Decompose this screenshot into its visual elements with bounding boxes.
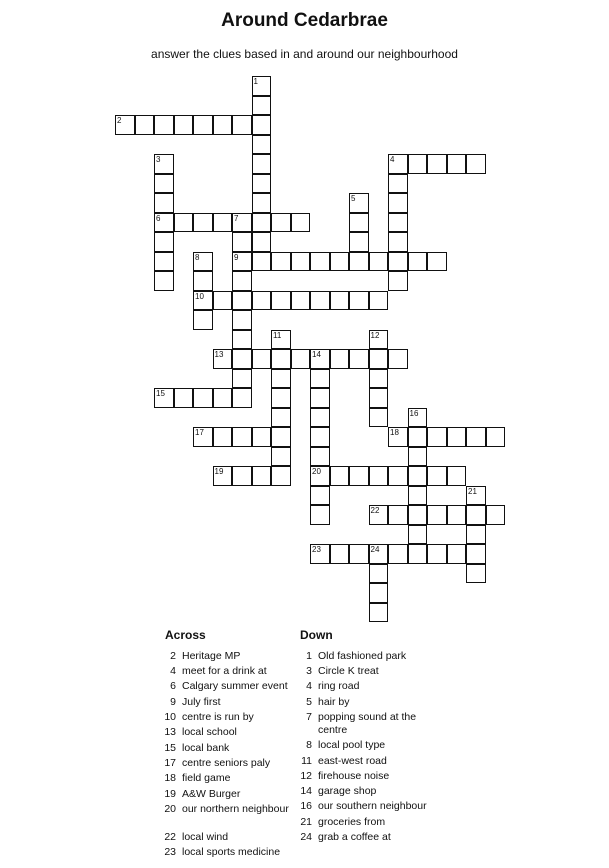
- grid-cell[interactable]: [174, 213, 194, 233]
- grid-cell[interactable]: [388, 466, 408, 486]
- clue-text: groceries from: [318, 816, 386, 828]
- grid-cell[interactable]: [174, 388, 194, 408]
- grid-cell[interactable]: [369, 369, 389, 389]
- clue-text: Calgary summer event: [182, 680, 288, 692]
- grid-cell[interactable]: [427, 154, 447, 174]
- clue-number: 3: [306, 665, 312, 677]
- grid-cell[interactable]: [388, 193, 408, 213]
- clue-number: 23: [164, 846, 176, 858]
- grid-cell[interactable]: [330, 291, 350, 311]
- clue-number: 12: [300, 770, 312, 782]
- grid-cell[interactable]: [408, 544, 428, 564]
- grid-cell[interactable]: [408, 525, 428, 545]
- clue-number: 19: [164, 788, 176, 800]
- grid-cell[interactable]: [232, 213, 252, 233]
- clue-number-label: 12: [370, 330, 380, 340]
- clue-number-label: 24: [370, 545, 380, 554]
- grid-cell[interactable]: [154, 193, 174, 213]
- grid-cell[interactable]: [193, 252, 213, 272]
- clue-text: east-west road: [318, 755, 387, 767]
- grid-cell[interactable]: [232, 252, 252, 272]
- grid-cell[interactable]: [486, 427, 506, 447]
- grid-cell[interactable]: [310, 252, 330, 272]
- grid-cell[interactable]: [369, 603, 389, 623]
- clue-number-label: 4: [390, 155, 395, 164]
- grid-cell[interactable]: [466, 505, 486, 525]
- grid-cell[interactable]: [330, 466, 350, 486]
- grid-cell[interactable]: [193, 271, 213, 291]
- clue-number: 4: [170, 665, 176, 677]
- grid-cell[interactable]: [271, 447, 291, 467]
- clue-text: local school: [182, 726, 237, 738]
- grid-cell[interactable]: [310, 349, 330, 369]
- grid-cell[interactable]: [369, 349, 389, 369]
- grid-cell[interactable]: [252, 349, 272, 369]
- clue-number-label: 9: [234, 252, 239, 262]
- clue-number-label: 17: [195, 428, 204, 437]
- grid-cell[interactable]: [291, 291, 311, 311]
- clue-text: meet for a drink at: [182, 665, 267, 677]
- grid-cell[interactable]: [388, 349, 408, 369]
- grid-cell[interactable]: [193, 115, 213, 135]
- grid-cell[interactable]: [232, 330, 252, 350]
- clue-number: 7: [306, 711, 312, 723]
- grid-cell[interactable]: [349, 232, 369, 252]
- clue-number-label: 10: [195, 291, 204, 301]
- clue-number: 11: [301, 755, 312, 767]
- grid-cell[interactable]: [213, 291, 233, 311]
- grid-cell[interactable]: [369, 544, 389, 564]
- clue-text: grab a coffee at: [318, 831, 391, 843]
- grid-cell[interactable]: [271, 427, 291, 447]
- grid-cell[interactable]: [388, 174, 408, 194]
- grid-cell[interactable]: [349, 349, 369, 369]
- grid-cell[interactable]: [310, 544, 330, 564]
- clue-number-label: 3: [156, 155, 161, 164]
- grid-cell[interactable]: [388, 154, 408, 174]
- clue-text: centre seniors paly: [182, 757, 271, 769]
- grid-cell[interactable]: [154, 115, 174, 135]
- grid-cell[interactable]: [271, 291, 291, 311]
- grid-cell[interactable]: [369, 564, 389, 584]
- clue-number: 24: [300, 831, 312, 843]
- grid-cell[interactable]: [232, 271, 252, 291]
- clue-text: centre is run by: [182, 711, 254, 723]
- grid-cell[interactable]: [349, 291, 369, 311]
- grid-cell[interactable]: [213, 427, 233, 447]
- grid-cell[interactable]: [174, 115, 194, 135]
- grid-cell[interactable]: [271, 213, 291, 233]
- grid-cell[interactable]: [271, 466, 291, 486]
- grid-cell[interactable]: [271, 349, 291, 369]
- grid-cell[interactable]: [252, 466, 272, 486]
- clue-text: Old fashioned park: [318, 650, 407, 662]
- clue-text: local wind: [182, 831, 229, 843]
- clue-number-label: 19: [214, 467, 224, 476]
- grid-cell[interactable]: [193, 291, 213, 311]
- grid-cell[interactable]: [349, 193, 369, 213]
- clue-number-label: 7: [234, 213, 239, 223]
- clue-number: 1: [306, 650, 312, 662]
- clue-number: 10: [164, 711, 176, 723]
- grid-cell[interactable]: [232, 349, 252, 369]
- clue-number-label: 23: [312, 545, 321, 554]
- clue-text: garage shop: [318, 785, 377, 797]
- clue-number: 18: [164, 772, 176, 784]
- grid-cell[interactable]: [154, 271, 174, 291]
- grid-cell[interactable]: [193, 310, 213, 330]
- grid-cell[interactable]: [388, 427, 408, 447]
- clue-number: 13: [164, 726, 176, 738]
- clue-text: A&W Burger: [182, 788, 241, 800]
- grid-cell[interactable]: [388, 232, 408, 252]
- grid-cell[interactable]: [310, 505, 330, 525]
- puzzle-subtitle: answer the clues based in and around our neighbourhood: [151, 47, 458, 61]
- clue-text: field game: [182, 772, 231, 784]
- clue-number-label: 2: [117, 116, 122, 125]
- clue-number-label: 16: [409, 408, 419, 418]
- clue-number-label: 8: [195, 252, 200, 262]
- grid-cell[interactable]: [310, 369, 330, 389]
- grid-cell[interactable]: [330, 544, 350, 564]
- grid-cell[interactable]: [349, 252, 369, 272]
- grid-cell[interactable]: [408, 427, 428, 447]
- grid-cell[interactable]: [252, 232, 272, 252]
- grid-cell[interactable]: [466, 154, 486, 174]
- grid-cell[interactable]: [232, 388, 252, 408]
- clue-number-label: 6: [156, 213, 161, 223]
- puzzle-title: Around Cedarbrae: [221, 10, 388, 31]
- grid-cell[interactable]: [447, 505, 467, 525]
- clue-number: 22: [164, 831, 176, 843]
- clue-number: 15: [164, 742, 176, 754]
- grid-cell[interactable]: [388, 213, 408, 233]
- grid-cell[interactable]: [330, 349, 350, 369]
- grid-cell[interactable]: [271, 388, 291, 408]
- grid-cell[interactable]: [291, 349, 311, 369]
- grid-cell[interactable]: [427, 505, 447, 525]
- clue-number-label: 15: [156, 389, 165, 398]
- clue-number-label: 11: [273, 330, 282, 340]
- grid-cell[interactable]: [291, 252, 311, 272]
- clue-text: Heritage MP: [182, 650, 241, 662]
- grid-cell[interactable]: [486, 505, 506, 525]
- grid-cell[interactable]: [447, 427, 467, 447]
- grid-cell[interactable]: [213, 349, 233, 369]
- grid-cell[interactable]: [388, 252, 408, 272]
- grid-cell[interactable]: [369, 466, 389, 486]
- grid-cell[interactable]: [408, 486, 428, 506]
- grid-cell[interactable]: [310, 388, 330, 408]
- grid-cell[interactable]: [388, 505, 408, 525]
- clue-text: ring road: [318, 680, 360, 692]
- grid-cell[interactable]: [193, 388, 213, 408]
- grid-cell[interactable]: [466, 486, 486, 506]
- grid-cell[interactable]: [154, 388, 174, 408]
- grid-cell[interactable]: [213, 466, 233, 486]
- grid-cell[interactable]: [252, 154, 272, 174]
- grid-cell[interactable]: [447, 544, 467, 564]
- grid-cell[interactable]: [252, 213, 272, 233]
- grid-cell[interactable]: [447, 154, 467, 174]
- grid-cell[interactable]: [232, 291, 252, 311]
- grid-cell[interactable]: [369, 408, 389, 428]
- clue-number: 9: [170, 696, 176, 708]
- clue-text: Circle K treat: [318, 665, 379, 677]
- clue-number: 4: [306, 680, 312, 692]
- grid-cell[interactable]: [135, 115, 155, 135]
- clue-number-label: 21: [468, 486, 477, 496]
- grid-cell[interactable]: [310, 447, 330, 467]
- grid-cell[interactable]: [388, 544, 408, 564]
- grid-cell[interactable]: [369, 330, 389, 350]
- clue-text: our southern neighbour: [318, 800, 427, 812]
- grid-cell[interactable]: [252, 76, 272, 96]
- clue-number: 2: [170, 650, 176, 662]
- grid-cell[interactable]: [252, 252, 272, 272]
- clue-text: local pool type: [318, 739, 386, 751]
- clue-text: popping sound at the centre: [318, 711, 417, 736]
- grid-cell[interactable]: [427, 544, 447, 564]
- clue-number: 20: [164, 803, 176, 815]
- grid-cell[interactable]: [154, 252, 174, 272]
- across-heading: Across: [165, 628, 206, 642]
- grid-cell[interactable]: [213, 115, 233, 135]
- grid-cell[interactable]: [466, 427, 486, 447]
- grid-cell[interactable]: [427, 252, 447, 272]
- grid-cell[interactable]: [115, 115, 135, 135]
- grid-cell[interactable]: [427, 427, 447, 447]
- grid-cell[interactable]: [232, 427, 252, 447]
- clue-text: July first: [182, 696, 221, 708]
- clue-number: 21: [300, 816, 312, 828]
- grid-cell[interactable]: [271, 252, 291, 272]
- grid-cell[interactable]: [466, 525, 486, 545]
- clue-number-label: 22: [370, 506, 380, 515]
- grid-cell[interactable]: [232, 466, 252, 486]
- clue-number-label: 5: [351, 194, 356, 203]
- down-heading: Down: [300, 628, 333, 642]
- grid-cell[interactable]: [310, 291, 330, 311]
- clue-number-label: 20: [312, 467, 321, 476]
- grid-cell[interactable]: [466, 544, 486, 564]
- clue-number: 6: [170, 680, 176, 692]
- grid-cell[interactable]: [330, 252, 350, 272]
- grid-cell[interactable]: [213, 388, 233, 408]
- grid-cell[interactable]: [388, 271, 408, 291]
- grid-cell[interactable]: [369, 252, 389, 272]
- grid-cell[interactable]: [154, 154, 174, 174]
- grid-cell[interactable]: [252, 96, 272, 116]
- grid-cell[interactable]: [408, 505, 428, 525]
- grid-cell[interactable]: [252, 291, 272, 311]
- grid-cell[interactable]: [232, 310, 252, 330]
- clue-number-label: 18: [390, 428, 399, 437]
- clue-text: our northern neighbour: [182, 803, 289, 815]
- grid-cell[interactable]: [408, 252, 428, 272]
- clue-text: hair by: [318, 696, 350, 708]
- grid-cell[interactable]: [447, 466, 467, 486]
- grid-cell[interactable]: [232, 115, 252, 135]
- clue-number: 14: [300, 785, 312, 797]
- grid-cell[interactable]: [232, 369, 252, 389]
- grid-cell[interactable]: [154, 213, 174, 233]
- grid-cell[interactable]: [154, 174, 174, 194]
- grid-cell[interactable]: [310, 408, 330, 428]
- grid-cell[interactable]: [193, 213, 213, 233]
- grid-cell[interactable]: [213, 213, 233, 233]
- grid-cell[interactable]: [310, 427, 330, 447]
- grid-cell[interactable]: [271, 408, 291, 428]
- clue-text: local sports medicine: [182, 846, 281, 858]
- grid-cell[interactable]: [154, 232, 174, 252]
- clue-text: local bank: [182, 742, 230, 754]
- grid-cell[interactable]: [466, 564, 486, 584]
- clue-number: 16: [300, 800, 312, 812]
- grid-cell[interactable]: [427, 466, 447, 486]
- clue-number-label: 13: [214, 350, 224, 359]
- grid-cell[interactable]: [369, 388, 389, 408]
- grid-cell[interactable]: [369, 505, 389, 525]
- clue-number: 8: [306, 739, 312, 751]
- grid-cell[interactable]: [408, 408, 428, 428]
- clue-number-label: 14: [312, 350, 321, 359]
- grid-cell[interactable]: [252, 193, 272, 213]
- grid-cell[interactable]: [271, 369, 291, 389]
- grid-cell[interactable]: [408, 466, 428, 486]
- grid-cell[interactable]: [193, 427, 213, 447]
- grid-cell[interactable]: [408, 154, 428, 174]
- grid-cell[interactable]: [310, 466, 330, 486]
- clue-number-label: 1: [253, 77, 258, 86]
- grid-cell[interactable]: [291, 213, 311, 233]
- grid-cell[interactable]: [349, 466, 369, 486]
- grid-cell[interactable]: [349, 213, 369, 233]
- grid-cell[interactable]: [252, 427, 272, 447]
- grid-cell[interactable]: [369, 291, 389, 311]
- grid-cell[interactable]: [369, 583, 389, 603]
- clue-number: 5: [306, 696, 312, 708]
- grid-cell[interactable]: [310, 486, 330, 506]
- grid-cell[interactable]: [349, 544, 369, 564]
- grid-cell[interactable]: [271, 330, 291, 350]
- grid-cell[interactable]: [252, 135, 272, 155]
- grid-cell[interactable]: [252, 174, 272, 194]
- grid-cell[interactable]: [232, 232, 252, 252]
- clue-text: firehouse noise: [318, 770, 390, 782]
- grid-cell[interactable]: [252, 115, 272, 135]
- clue-number: 17: [164, 757, 176, 769]
- grid-cell[interactable]: [408, 447, 428, 467]
